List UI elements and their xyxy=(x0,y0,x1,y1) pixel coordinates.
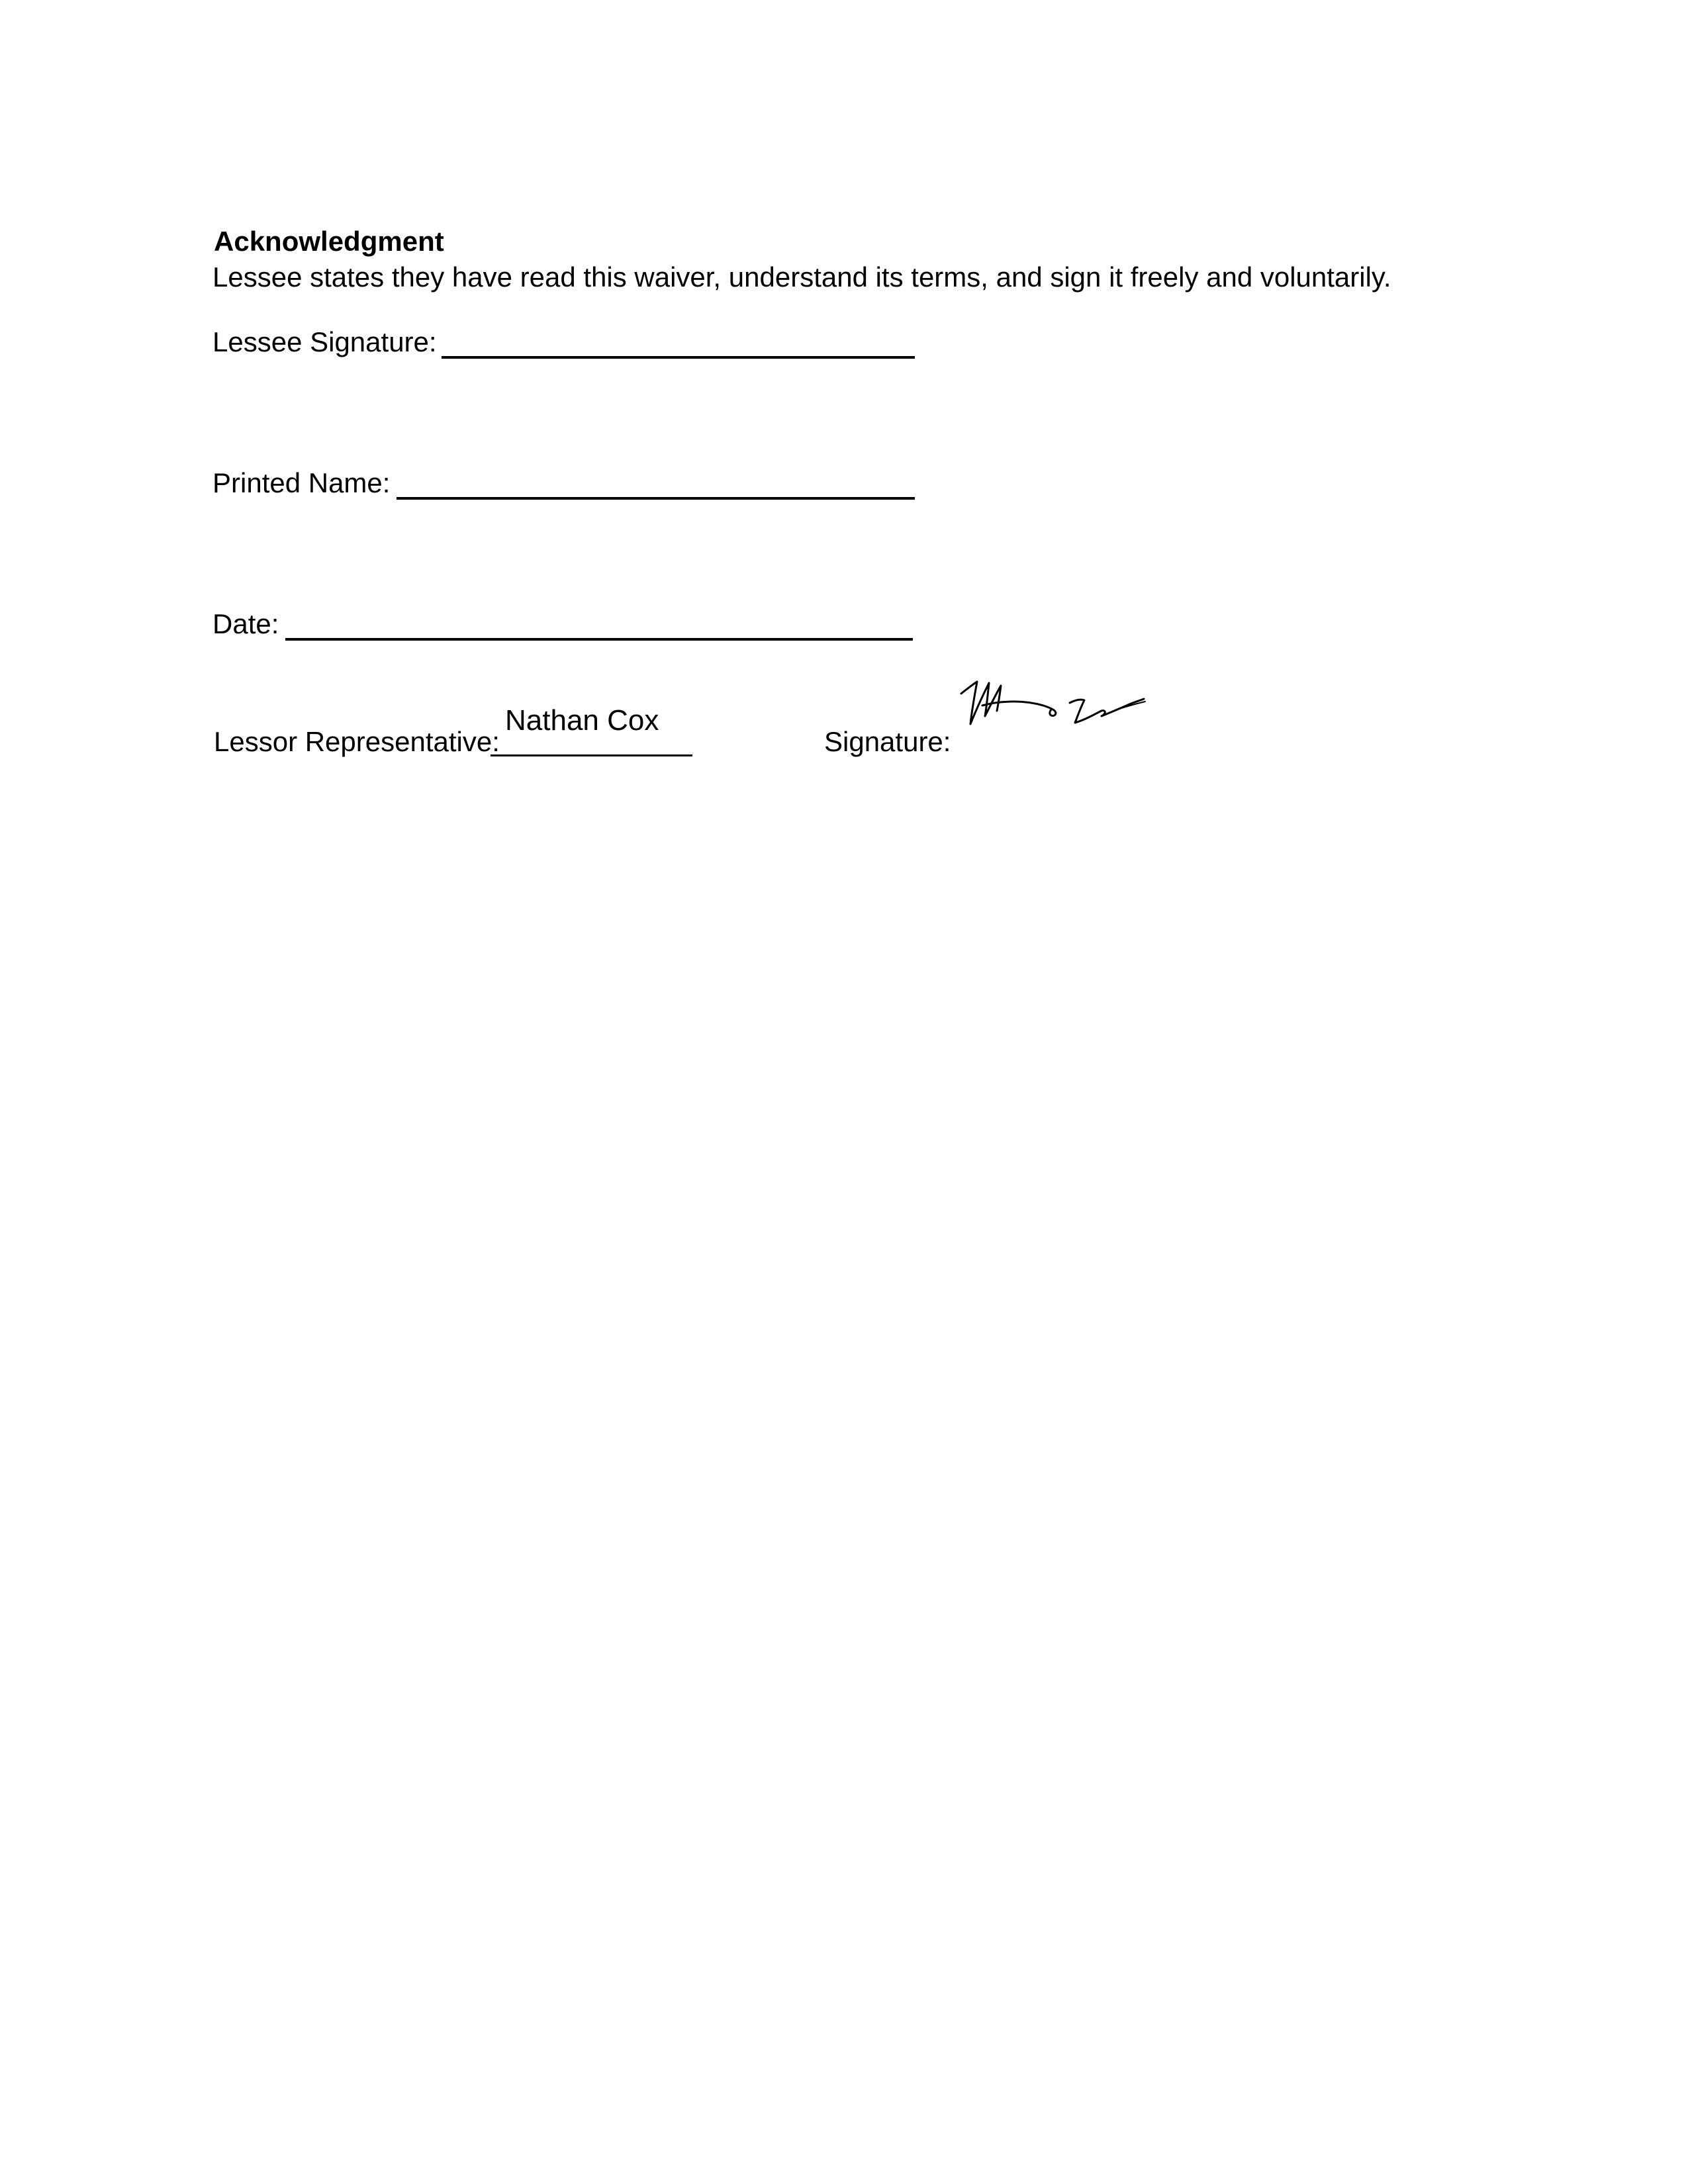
date-line xyxy=(285,638,913,641)
lessor-representative-name: Nathan Cox xyxy=(505,704,659,737)
date-label: Date: xyxy=(212,608,279,639)
handwritten-signature xyxy=(959,676,1170,736)
signature-label: Signature: xyxy=(824,726,951,757)
acknowledgment-heading: Acknowledgment xyxy=(214,226,444,257)
printed-name-line xyxy=(397,497,915,500)
acknowledgment-statement: Lessee states they have read this waiver, understand its terms, and sign it freely and voluntarily. xyxy=(212,261,1391,293)
lessee-signature-label: Lessee Signature: xyxy=(212,326,437,357)
lessor-representative-line xyxy=(491,754,692,756)
lessee-signature-line xyxy=(442,356,915,359)
lessor-representative-label: Lessor Representative: xyxy=(214,726,500,757)
printed-name-label: Printed Name: xyxy=(212,467,391,498)
